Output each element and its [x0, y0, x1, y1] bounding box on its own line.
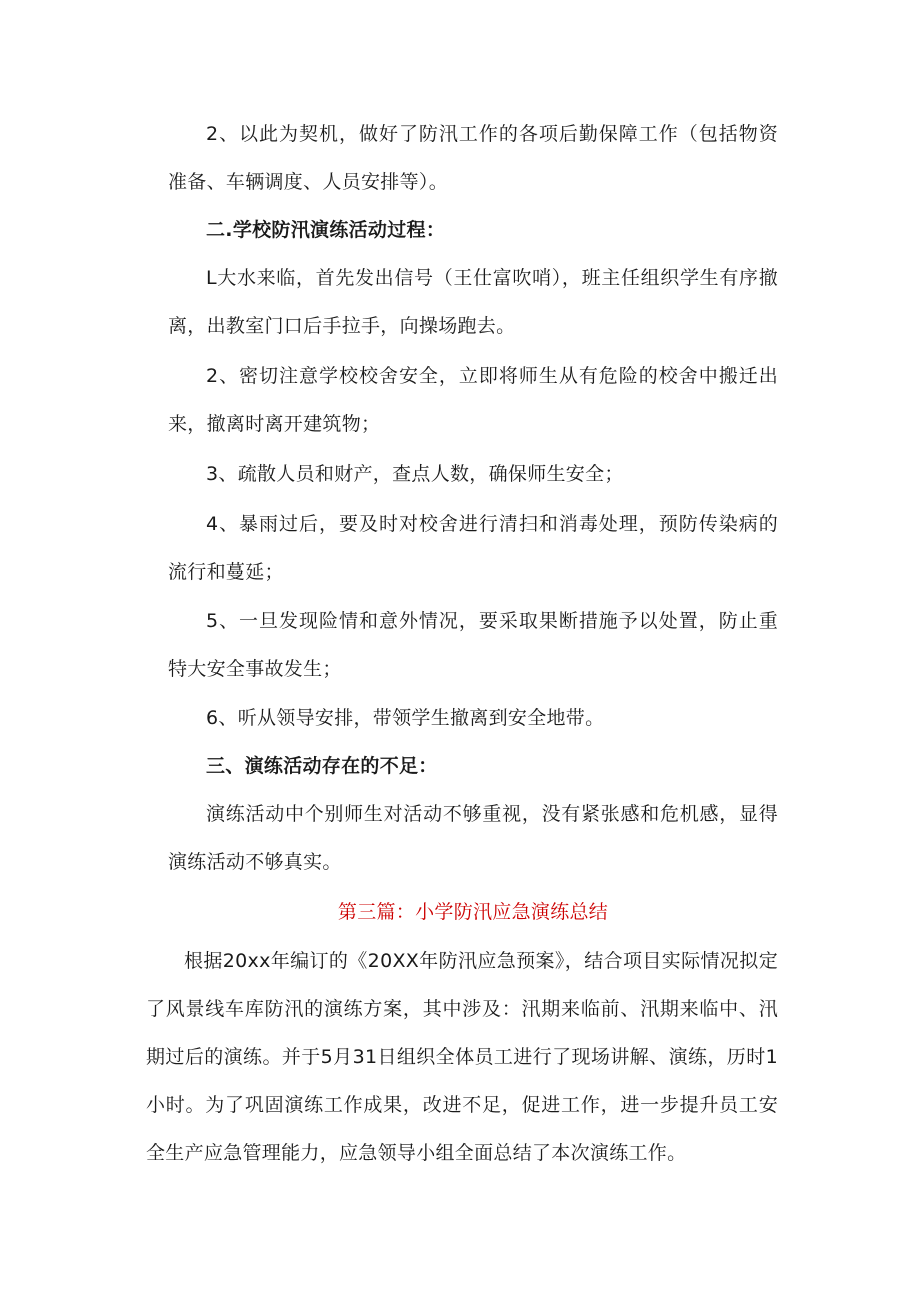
paragraph-step-4: 4、暴雨过后，要及时对校舍进行清扫和消毒处理，预防传染病的流行和蔓延； — [168, 513, 778, 583]
section-title-shortcomings: 三、演练活动存在的不足： — [206, 755, 438, 777]
paragraph-shortcomings: 演练活动中个别师生对活动不够重视，没有紧张感和危机感，显得演练活动不够真实。 — [168, 803, 778, 873]
paragraph-logistics: 2、以此为契机，做好了防汛工作的各项后勤保障工作（包括物资准备、车辆调度、人员安排等）。 — [168, 123, 778, 193]
paragraph-step-6: 6、听从领导安排，带领学生撤离到安全地带。 — [206, 707, 605, 729]
paragraph-step-5: 5、一旦发现险情和意外情况，要采取果断措施予以处置，防止重特大安全事故发生； — [168, 610, 778, 680]
paragraph-summary: 根据20xx年编订的《20XX年防汛应急预案》，结合项目实际情况拟定了风景线车库防汛的演练方案，其中涉及：汛期来临前、汛期来临中、汛期过后的演练。并于5月31日组织全体员工进行了现场讲解、演练，历时1小时。为了巩固演练工作成果，改进不足，促进工作，进一步提升员工安全生产应急管理能力，应急领导小组全面总结了本次演练工作。 — [146, 950, 778, 1164]
paragraph-step-3: 3、疏散人员和财产，查点人数，确保师生安全； — [206, 463, 624, 485]
paragraph-step-2: 2、密切注意学校校舍安全，立即将师生从有危险的校舍中搬迁出来，撤离时离开建筑物； — [168, 365, 778, 435]
section-title-process: 二.学校防汛演练活动过程： — [206, 219, 446, 241]
paragraph-step-1: L大水来临，首先发出信号（王仕富吹哨），班主任组织学生有序撤离，出教室门口后手拉手，向操场跑去。 — [168, 267, 778, 337]
chapter-heading: 第三篇：小学防汛应急演练总结 — [337, 901, 609, 923]
